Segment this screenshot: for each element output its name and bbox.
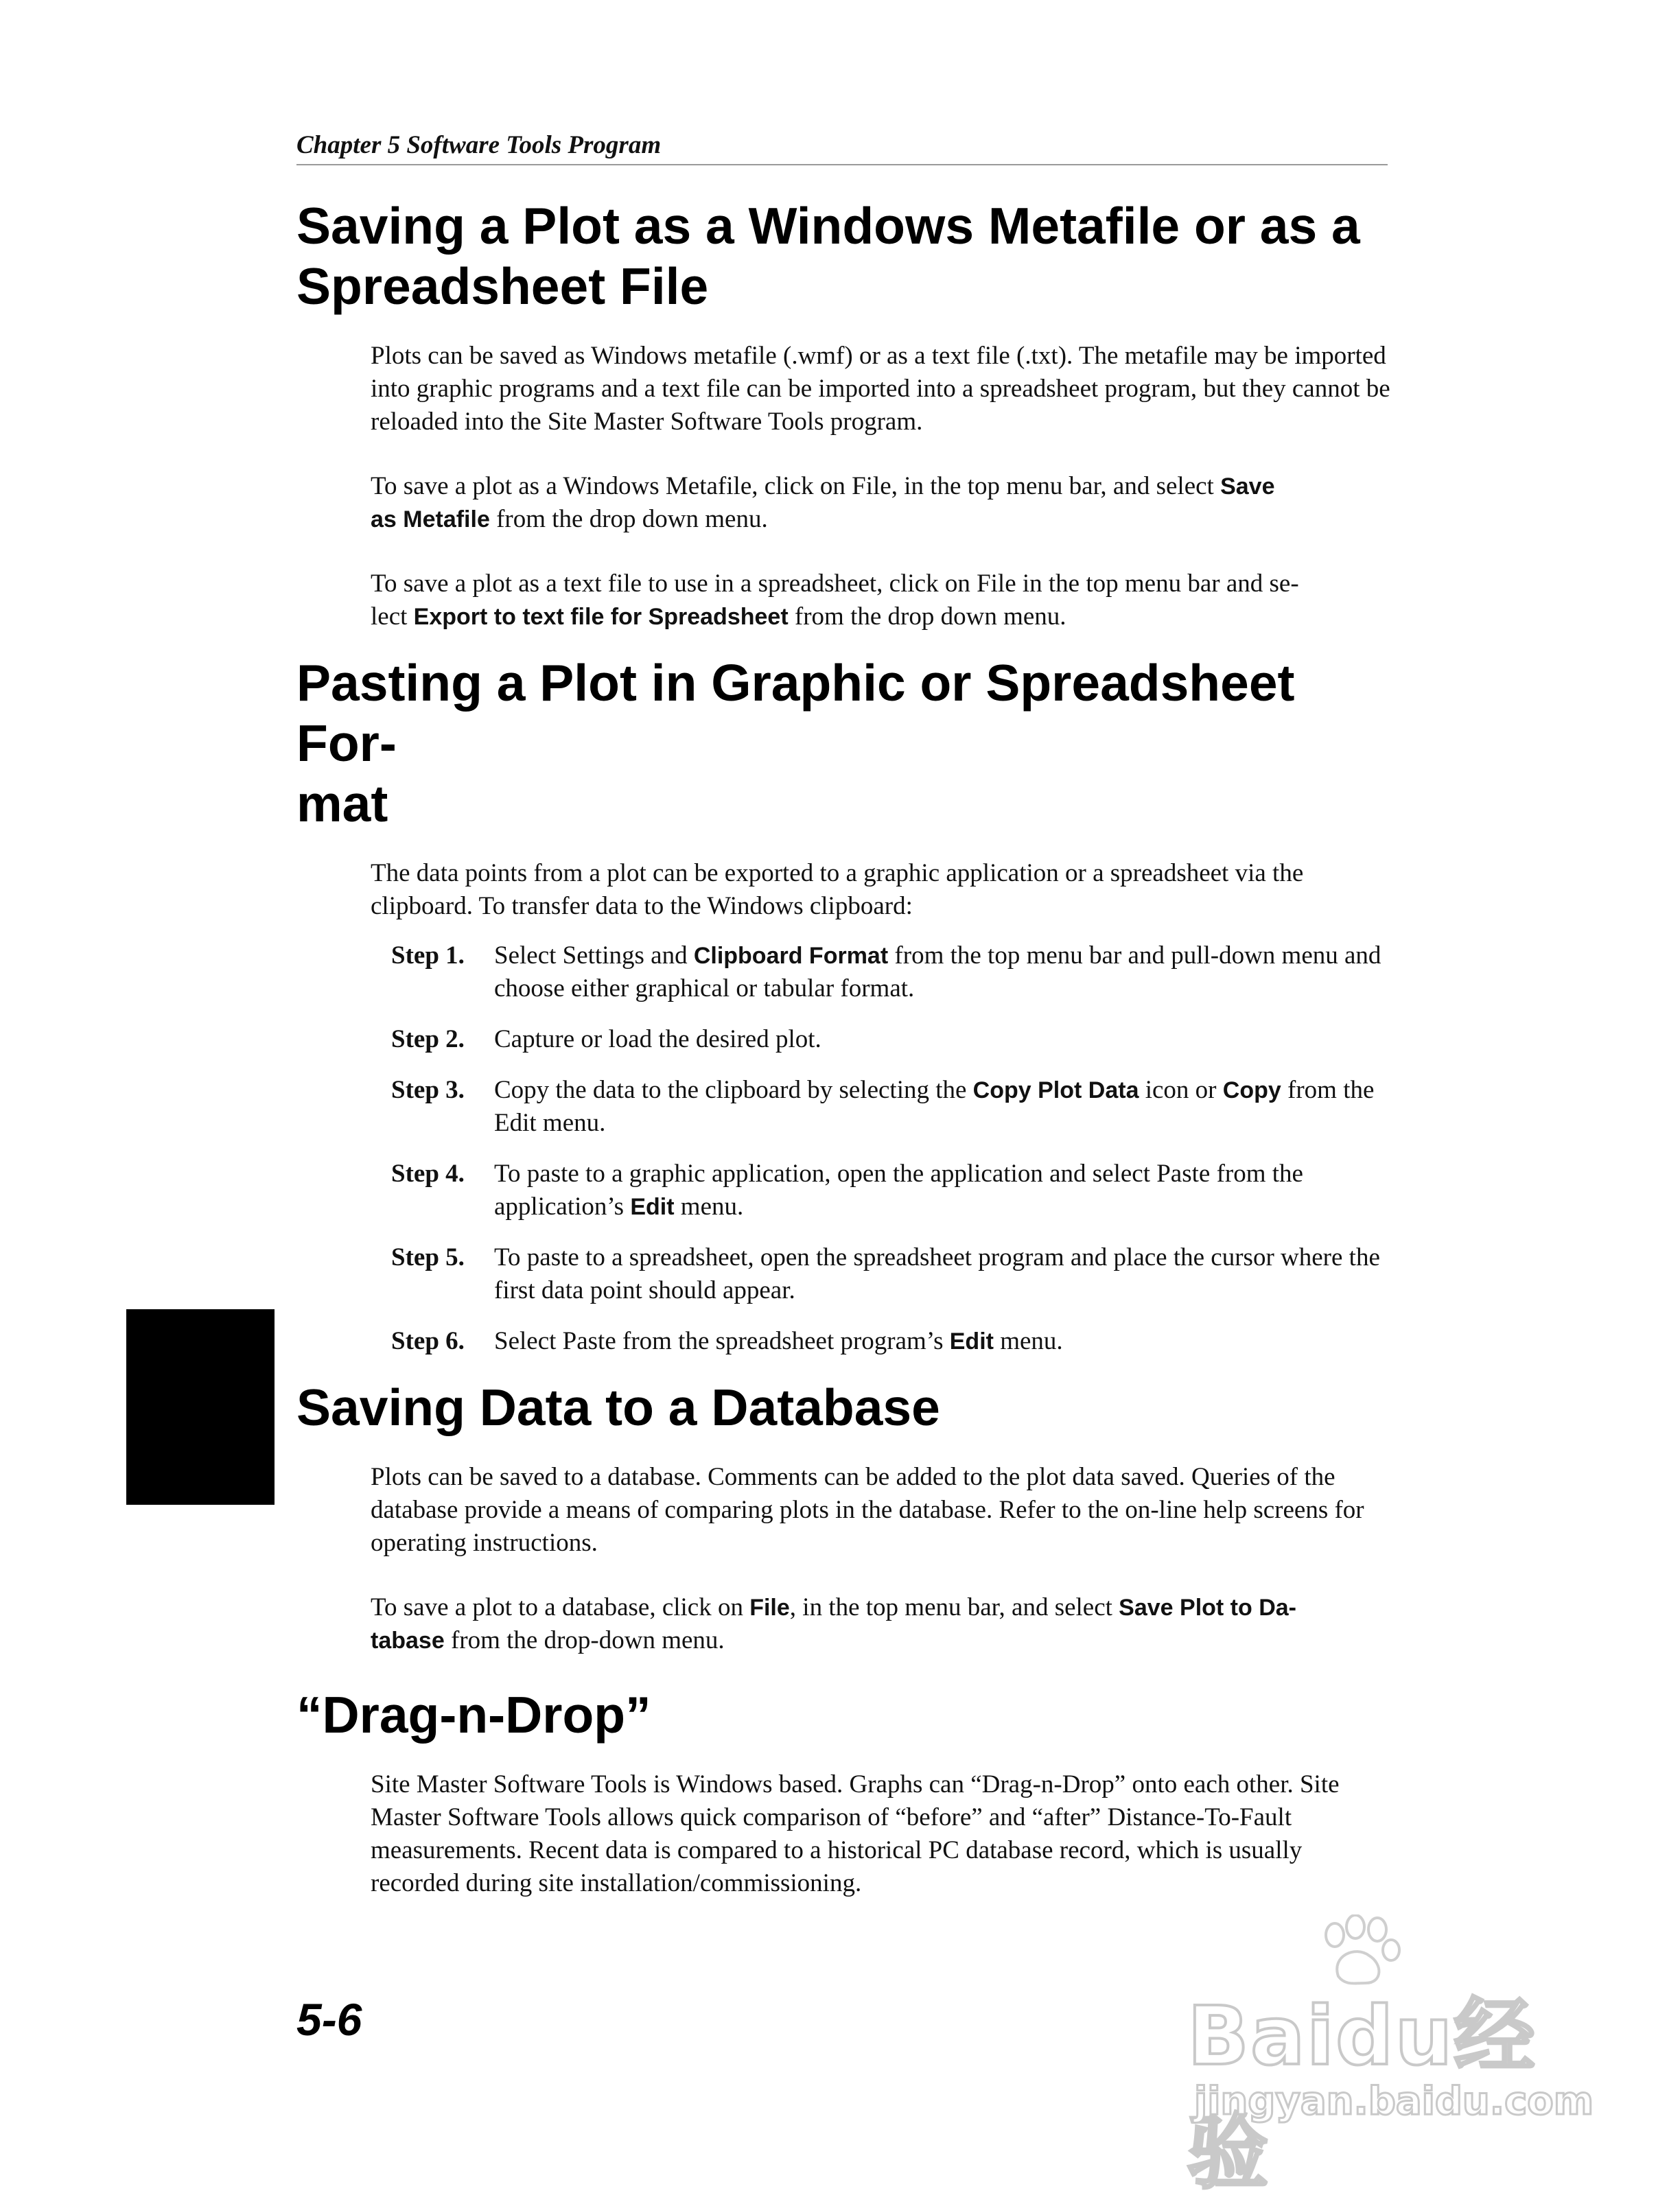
section-title-metafile [296,196,1392,316]
step-list [391,939,1392,1358]
watermark-url-text: jingyan.baidu.com [1194,2079,1594,2124]
step-3 [391,1074,1392,1140]
database-paragraph-1: Plots can be saved to a database. Comments can be added to the plot data saved. Queries of the database provide a means of comparing plots in the database. Refer to the on-line help screens for operating instructions. [371,1463,1364,1557]
title-line: mat [296,775,388,832]
step-5 [391,1241,1392,1307]
step-label: Step 2. [391,1025,465,1053]
section-title-pasting [296,653,1392,834]
step-1 [391,939,1392,1005]
step-text: To paste to a spreadsheet, open the spreadsheet program and place the cursor where the first data point should appear. [494,1243,1380,1304]
section-title-drag-n-drop: “Drag-n-Drop” [296,1686,651,1744]
chapter-thumb-tab [126,1309,275,1505]
step-text: To paste to a graphic application, open the application and select Paste from the application’s Edit menu. [494,1160,1303,1221]
section-title-database: Saving Data to a Database [296,1379,940,1436]
step-text: Select Settings and Clipboard Format from the top menu bar and pull-down menu and choose either graphical or tabular format. [494,941,1381,1003]
step-text: Capture or load the desired plot. [494,1025,821,1053]
step-label: Step 3. [391,1076,465,1104]
step-label: Step 1. [391,941,465,970]
baidu-watermark [1174,1914,1599,2200]
menu-item-export-text: Export to text file for Spreadsheet [413,604,789,630]
step-2 [391,1023,1392,1056]
metafile-paragraph-3: To save a plot as a text file to use in a spreadsheet, click on File in the top menu bar and se- lect Export to text file for Spreadsheet from the drop down menu. [371,570,1299,631]
step-6 [391,1325,1392,1358]
dragdrop-paragraph-1: Site Master Software Tools is Windows based. Graphs can “Drag-n-Drop” onto each other. Site Master Software Tools allows quick comparison of “before” and “after” Distance-To-Fault measurements. Recent data is compared to a historical PC database record, which is usually recorded during site installation/commissioning. [371,1770,1340,1897]
running-header: Chapter 5 Software Tools Program [296,130,1388,165]
step-label: Step 5. [391,1243,465,1271]
step-label: Step 6. [391,1327,465,1355]
metafile-paragraph-2: To save a plot as a Windows Metafile, click on File, in the top menu bar, and select Save as Metafile from the drop down menu. [371,472,1275,533]
page-content [296,196,1392,1900]
metafile-paragraph-1: Plots can be saved as Windows metafile (.wmf) or as a text file (.txt). The metafile may be imported into graphic programs and a text file can be imported into a spreadsheet program, but they cannot be reloaded into the Site Master Software Tools program. [371,342,1390,436]
step-text: Select Paste from the spreadsheet program’s Edit menu. [494,1327,1063,1355]
step-text: Copy the data to the clipboard by selecting the Copy Plot Data icon or Copy from the Edit menu. [494,1076,1375,1137]
step-label: Step 4. [391,1160,465,1188]
pasting-intro: The data points from a plot can be exported to a graphic application or a spreadsheet via the clipboard. To transfer data to the Windows clipboard: [371,859,1304,920]
title-line: Spreadsheet File [296,257,709,315]
title-line: Pasting a Plot in Graphic or Spreadsheet For- [296,654,1295,772]
title-line: Saving a Plot as a Windows Metafile or as a [296,197,1360,255]
database-paragraph-2: To save a plot to a database, click on File, in the top menu bar, and select Save Plot to Da- tabase from the drop-down menu. [371,1593,1297,1654]
page-number: 5-6 [296,1994,362,2045]
step-4 [391,1158,1392,1223]
menu-item-save-as-metafile: Save [1220,473,1275,500]
watermark-main-text: Baidu经验 [1187,1989,1537,2200]
